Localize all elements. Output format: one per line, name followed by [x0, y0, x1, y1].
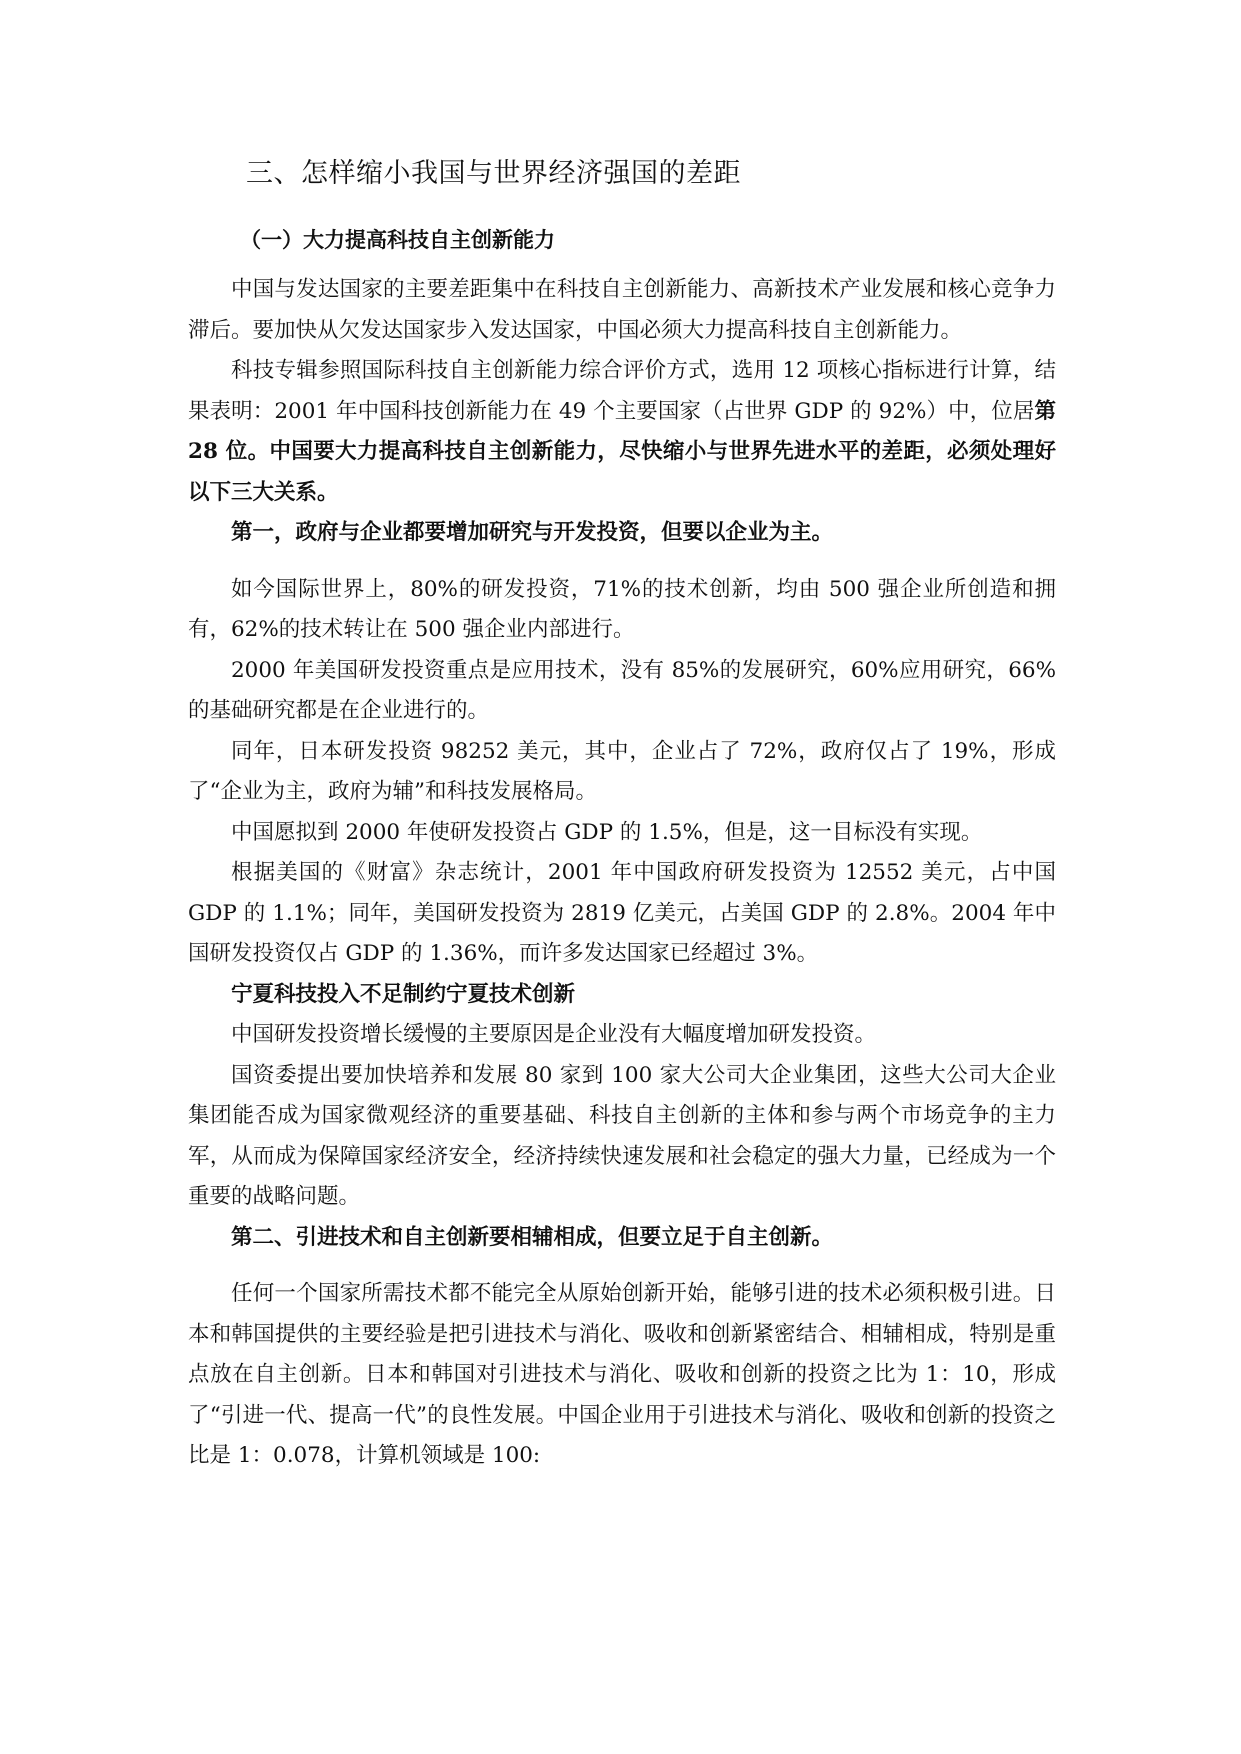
paragraph-sasac: 国资委提出要加快培养和发展 80 家到 100 家大公司大企业集团，这些大公司大企业集团能否成为国家微观经济的重要基础、科技自主创新的主体和参与两个市场竞争的主力军，从而成为保障国家经济安全，经济持续快速发展和社会稳定的强大力量，已经成为一个重要的战略问题。	[188, 1062, 1056, 1209]
ranking-emphasis: 第 28 位。中国要大力提高科技自主创新能力，尽快缩小与世界先进水平的差距，必须处理好以下三大关系。	[188, 398, 1056, 505]
paragraph-us-rd: 2000 年美国研发投资重点是应用技术，没有 85%的发展研究，60%应用研究，66%的基础研究都是在企业进行的。	[188, 657, 1056, 723]
document-body	[188, 148, 1056, 1477]
ningxia-heading: 宁夏科技投入不足制约宁夏技术创新	[231, 981, 576, 1007]
first-relation-heading: 第一，政府与企业都要增加研究与开发投资，但要以企业为主。	[231, 520, 834, 545]
paragraph-fortune-stats: 根据美国的《财富》杂志统计，2001 年中国政府研发投资为 12552 美元，占中国 GDP 的 1.1%；同年，美国研发投资为 2819 亿美元，占美国 GDP 的 2.8%。2004 年中国研发投资仅占 GDP 的 1.36%，而许多发达国家已经超过 3%。	[188, 860, 1056, 966]
paragraph-china-target: 中国愿拟到 2000 年使研发投资占 GDP 的 1.5%，但是，这一目标没有实现。	[231, 819, 983, 845]
second-relation-heading: 第二、引进技术和自主创新要相辅相成，但要立足于自主创新。	[231, 1224, 834, 1250]
paragraph-ranking	[188, 351, 1056, 513]
paragraph-japan-rd: 同年，日本研发投资 98252 美元，其中，企业占了 72%，政府仅占了 19%，形成了“企业为主，政府为辅”和科技发展格局。	[188, 738, 1056, 804]
paragraph-global-rd: 如今国际世界上，80%的研发投资，71%的技术创新，均由 500 强企业所创造和拥有，62%的技术转让在 500 强企业内部进行。	[188, 576, 1056, 642]
section-heading: 三、怎样缩小我国与世界经济强国的差距	[246, 158, 741, 189]
ranking-text: 科技专辑参照国际科技自主创新能力综合评价方式，选用 12 项核心指标进行计算，结果表明：2001 年中国科技创新能力在 49 个主要国家（占世界 GDP 的 92%）中，位居	[188, 358, 1056, 424]
paragraph-slow-growth: 中国研发投资增长缓慢的主要原因是企业没有大幅度增加研发投资。	[231, 1022, 877, 1047]
subsection-heading: （一）大力提高科技自主创新能力	[240, 227, 555, 252]
paragraph-gap-overview: 中国与发达国家的主要差距集中在科技自主创新能力、高新技术产业发展和核心竞争力滞后。要加快从欠发达国家步入发达国家，中国必须大力提高科技自主创新能力。	[188, 277, 1056, 343]
paragraph-tech-import: 任何一个国家所需技术都不能完全从原始创新开始，能够引进的技术必须积极引进。日本和韩国提供的主要经验是把引进技术与消化、吸收和创新紧密结合、相辅相成，特别是重点放在自主创新。日本和韩国对引进技术与消化、吸收和创新的投资之比为 1：10，形成了“引进一代、提高一代”的良性发展。中国企业用于引进技术与消化、吸收和创新的投资之比是 1：0.078，计算机领域是 100:	[188, 1281, 1056, 1468]
